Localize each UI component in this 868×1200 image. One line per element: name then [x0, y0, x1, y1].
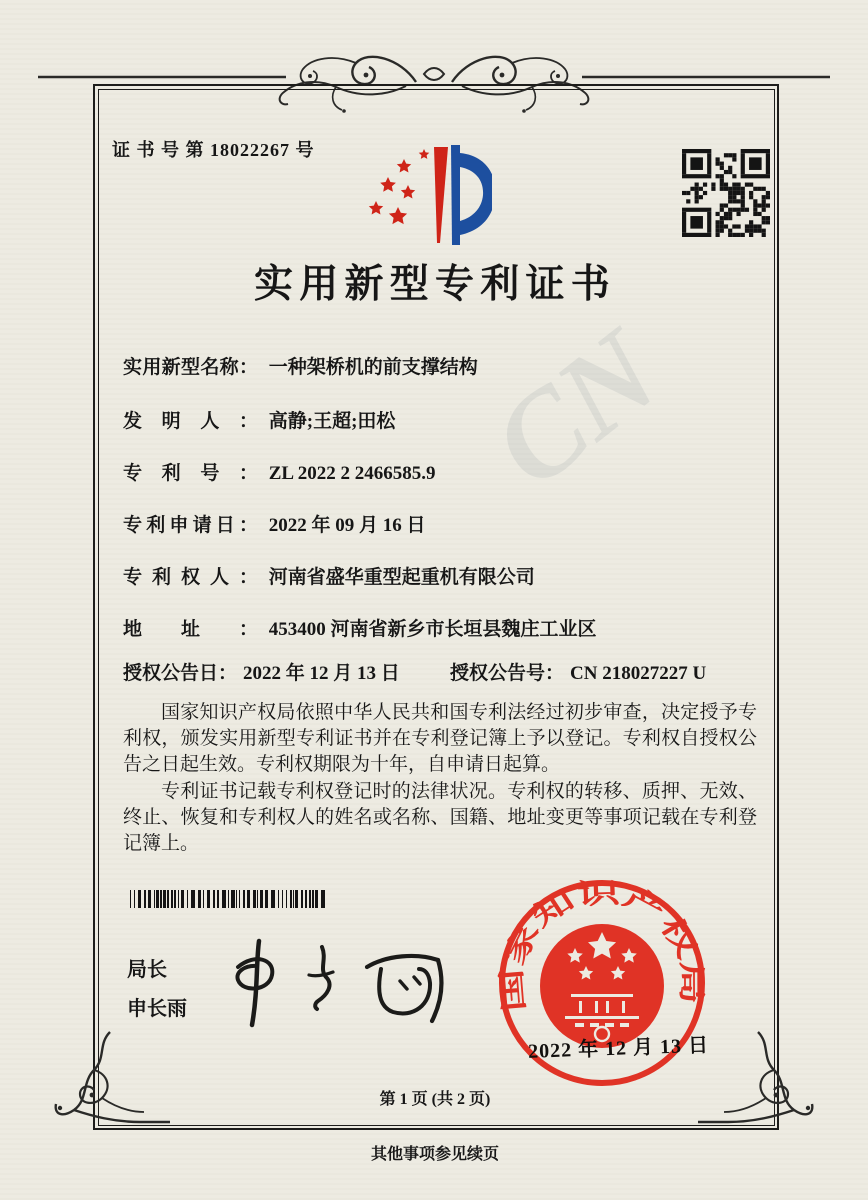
signer-title: 局长 [127, 959, 167, 981]
field-label: 授权公告号： [450, 663, 565, 684]
qr-code [682, 149, 770, 237]
seal-date: 2022 年 12 月 13 日 [527, 1034, 710, 1063]
field-value: ZL 2022 2 2466585.9 [268, 463, 436, 484]
legal-paragraph-2: 专利证书记载专利权登记时的法律状况。专利权的转移、质押、无效、终止、恢复和专利权人的姓名或名称、国籍、地址变更等事项记载在专利登记簿上。 [123, 781, 757, 854]
field-label: 地址： [123, 619, 258, 640]
field-value: CN 218027227 U [570, 663, 707, 684]
field-row-address [123, 614, 763, 641]
field-value: 河南省盛华重型起重机有限公司 [268, 567, 535, 588]
field-value: 2022 年 09 月 16 日 [268, 515, 426, 536]
field-label: 专利申请日： [123, 515, 258, 536]
field-label: 实用新型名称： [123, 357, 258, 378]
security-watermark: CN [468, 304, 682, 513]
page-number: 第 1 页 (共 2 页) [379, 1091, 491, 1108]
continuation-note: 其他事项参见续页 [370, 1146, 499, 1163]
legal-paragraph-1: 国家知识产权局依照中华人民共和国专利法经过初步审查，决定授予专利权，颁发实用新型专利证书并在专利登记簿上予以登记。专利权自授权公告之日起生效。专利权期限为十年，自申请日起算。 [123, 702, 757, 775]
field-value: 2022 年 12 月 13 日 [243, 663, 400, 684]
certificate-title: 实用新型专利证书 [254, 263, 616, 306]
field-row-filing-date [123, 510, 763, 537]
field-row-patent-number [123, 458, 763, 485]
field-value: 一种架桥机的前支撑结构 [268, 357, 478, 378]
field-label: 专利号： [123, 463, 258, 484]
field-label: 专利权人： [123, 567, 258, 588]
national-emblem-icon [540, 924, 664, 1048]
grant-date-field [123, 663, 400, 684]
grant-number-field [450, 658, 706, 685]
field-row-grant-info [123, 658, 763, 685]
field-row-inventors [123, 406, 763, 433]
field-label: 发明人： [123, 411, 258, 432]
cnipa-logo-icon [352, 141, 492, 251]
seal-text: 国家知识产权局 [497, 878, 707, 1013]
handwritten-signature [225, 933, 455, 1033]
bottom-left-flourish-ornament [48, 1030, 178, 1145]
bottom-right-flourish-ornament [690, 1030, 820, 1145]
field-value: 453400 河南省新乡市长垣县魏庄工业区 [268, 619, 597, 640]
certificate-number: 证 书 号 第 18022267 号 [112, 140, 315, 160]
field-label: 授权公告日： [123, 663, 238, 684]
barcode [130, 890, 330, 908]
field-value: 高静;王超;田松 [268, 411, 396, 432]
signer-name: 申长雨 [127, 998, 187, 1020]
field-row-patentee [123, 562, 763, 589]
field-row-utility-model-name [123, 352, 763, 379]
